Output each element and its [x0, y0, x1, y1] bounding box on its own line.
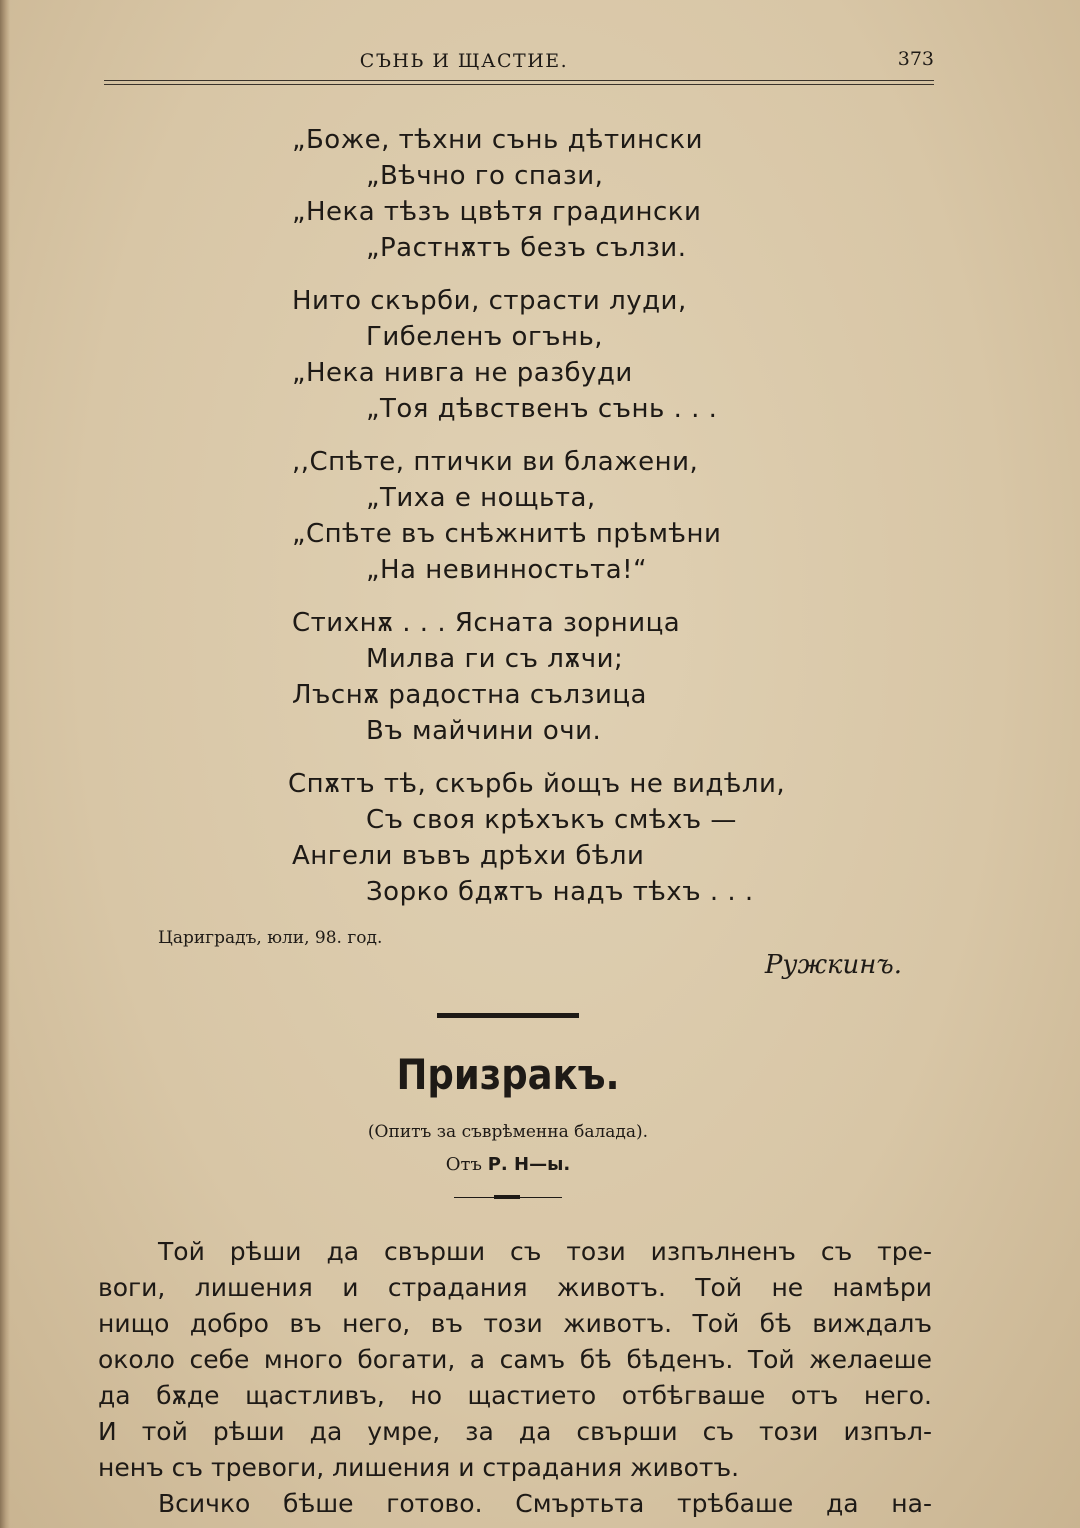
poem-line: Гибеленъ огънь,	[366, 322, 604, 352]
body-line: около себе много богати, а самъ бѣ бѣденъ. Той желаеше	[98, 1345, 932, 1374]
poem-line: „Растнѫтъ безъ сълзи.	[366, 233, 687, 263]
body-line: Всичко бѣше готово. Смъртьта трѣбаше да на-	[158, 1489, 932, 1518]
header-rule-double	[104, 84, 934, 85]
header-rule	[104, 80, 934, 81]
poem-line: Милва ги съ лѫчи;	[366, 644, 624, 674]
poem-line: „Спѣте въ снѣжнитѣ прѣмѣни	[292, 519, 722, 549]
page-edge	[0, 0, 10, 1528]
poem-line: Зорко бдѫтъ надъ тѣхъ . . .	[366, 877, 754, 907]
body-line: И той рѣши да умре, за да свърши съ този изпъл-	[98, 1417, 932, 1446]
poem-line: „Нека тѣзъ цвѣтя градински	[292, 197, 702, 227]
poem-place-date: Цариградъ, юли, 98. год.	[158, 928, 383, 948]
article-subtitle: (Опитъ за съврѣменна балада).	[367, 1122, 649, 1142]
page-number: 373	[897, 48, 934, 70]
body-line: ненъ съ тревоги, лишения и страдания животъ.	[98, 1453, 740, 1482]
poem-line: Стихнѫ . . . Ясната зорница	[292, 608, 681, 638]
poem-line: Лъснѫ радостна сълзица	[292, 680, 647, 710]
article-title: Призракъ.	[396, 1050, 620, 1099]
poem-line: Ангели въвъ дрѣхи бѣли	[292, 841, 645, 871]
poem-line: Спѫтъ тѣ, скърбь йощъ не видѣли,	[288, 769, 786, 799]
body-line: нищо добро въ него, въ този животъ. Той бѣ виждалъ	[98, 1309, 932, 1338]
poem-line: „Вѣчно го спази,	[366, 161, 604, 191]
article-byline	[0, 1154, 1016, 1175]
ornament-rule-center	[494, 1195, 520, 1199]
body-line: воги, лишения и страдания животъ. Той не намѣри	[98, 1273, 932, 1302]
byline-author: Р. Н—ы.	[487, 1154, 571, 1175]
running-title: СЪНЬ И ЩАСТИЕ.	[359, 50, 569, 72]
poem-line: „Нека нивга не разбуди	[292, 358, 633, 388]
poem-line: Въ майчини очи.	[366, 716, 602, 746]
body-line: да бѫде щастливъ, но щастието отбѣгваше отъ него.	[98, 1381, 932, 1410]
poem-line: Съ своя крѣхъкъ смѣхъ —	[366, 805, 737, 835]
body-line: Той рѣши да свърши съ този изпълненъ съ тре-	[158, 1237, 932, 1266]
poem-line: „Тиха е нощьта,	[366, 483, 596, 513]
poem-line: „Тоя дѣвственъ сънь . . .	[366, 394, 718, 424]
poem-author: Ружкинъ.	[764, 950, 902, 980]
byline-prefix: Отъ	[445, 1154, 482, 1175]
poem-line: Нито скърби, страсти луди,	[292, 286, 687, 316]
running-head	[104, 44, 934, 84]
section-divider	[437, 1013, 579, 1018]
poem-line: „На невинностьта!“	[366, 555, 648, 585]
poem-line: ,,Спѣте, птички ви блажени,	[292, 447, 699, 477]
poem-line: „Боже, тѣхни сънь дѣтински	[292, 125, 703, 155]
